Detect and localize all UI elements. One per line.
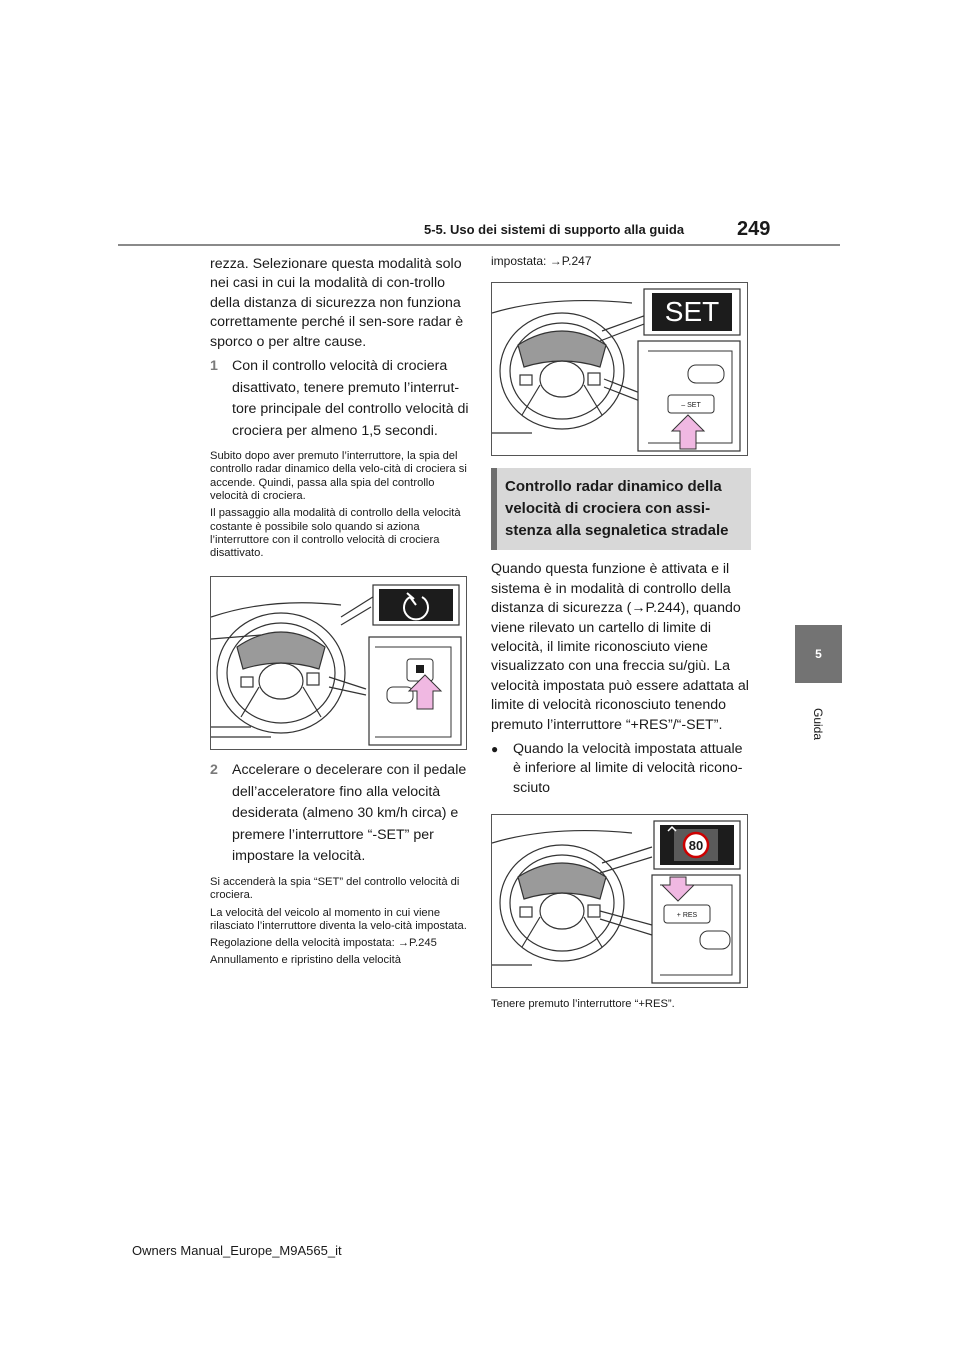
body-paragraph: Quando questa funzione è attivata e il sistema è in modalità di controllo della distanza di sicurezza (→P.244), quando viene rilevato un cartello di limite di velocità, il limite riconosciuto viene visualizzato con una freccia su/giù. La velocità impostata può essere adattata al limite di velocità riconosciuto tenendo premuto l’interruttore “+RES”/“-SET”.	[491, 561, 749, 733]
intro-text: rezza. Selezionare questa modalità solo nei casi in cui la modalità di con-trollo della distanza di sicurezza non funziona correttamente perché il sen-sore radar è sporco o per altre cause.	[210, 256, 464, 350]
footer-text: Owners Manual_Europe_M9A565_it	[132, 1243, 342, 1258]
step-1	[210, 356, 470, 442]
note: Si accenderà la spia “SET” del controllo velocità di crociera.	[210, 875, 460, 902]
set-indicator-label: SET	[664, 296, 720, 328]
page-number: 249	[737, 218, 771, 240]
steering-wheel	[217, 613, 345, 733]
figure-set-switch	[491, 282, 748, 456]
step-text: Con il controllo velocità di crociera disattivato, tenere premuto l’interrut-tore principale del controllo velocità di crociera per almeno 1,5 secondi.	[232, 358, 469, 439]
note: Regolazione della velocità impostata: →P.245	[210, 937, 437, 950]
bullet-icon: ●	[491, 741, 499, 756]
note: Subito dopo aver premuto l’interruttore, la spia del controllo radar dinamico della velo-cità di crociera si accende. Quindi, passa alla spia del controllo velocità di crociera.	[210, 450, 467, 502]
chapter-number: 5	[815, 647, 822, 661]
section-title: 5-5. Uso dei sistemi di supporto alla guida	[424, 222, 685, 237]
bullet-text: Quando la velocità impostata attuale è inferiore al limite di velocità ricono-sciuto	[513, 740, 743, 796]
step-number: 2	[210, 762, 218, 779]
left-column	[210, 255, 470, 968]
figure-main-switch	[210, 576, 467, 750]
figure-caption: Tenere premuto l’interruttore “+RES”.	[491, 998, 675, 1011]
step-2	[210, 760, 470, 868]
set-switch-label: – SET	[681, 402, 701, 410]
chapter-label-box	[783, 694, 853, 754]
speed-limit-value: 80	[688, 838, 704, 854]
intro-text: impostata: →P.247	[491, 254, 592, 268]
chapter-tab	[795, 625, 842, 683]
step-number: 1	[210, 358, 218, 375]
note: La velocità del veicolo al momento in cui viene rilasciato l’interruttore diventa la velo-cità impostata.	[210, 906, 467, 932]
right-column	[491, 255, 751, 1012]
figure-res-switch	[491, 814, 748, 988]
section-heading: Controllo radar dinamico della velocità di crociera con assi-stenza alla segnaletica stradale	[491, 468, 751, 550]
res-switch-label: + RES	[676, 912, 698, 920]
note: Il passaggio alla modalità di controllo della velocità costante è possibile solo quando si aziona l’interruttore con il controllo velocità di crociera disattivato.	[210, 507, 461, 560]
note: Annullamento e ripristino della velocità	[210, 954, 401, 967]
header-rule	[118, 244, 840, 246]
step-text: Accelerare o decelerare con il pedale dell’acceleratore fino alla velocità desiderata (almeno 30 km/h circa) e premere l’interruttore “-SET” per impostare la velocità.	[232, 762, 467, 865]
bullet-item	[491, 740, 751, 799]
chapter-label: Guida	[811, 707, 825, 741]
